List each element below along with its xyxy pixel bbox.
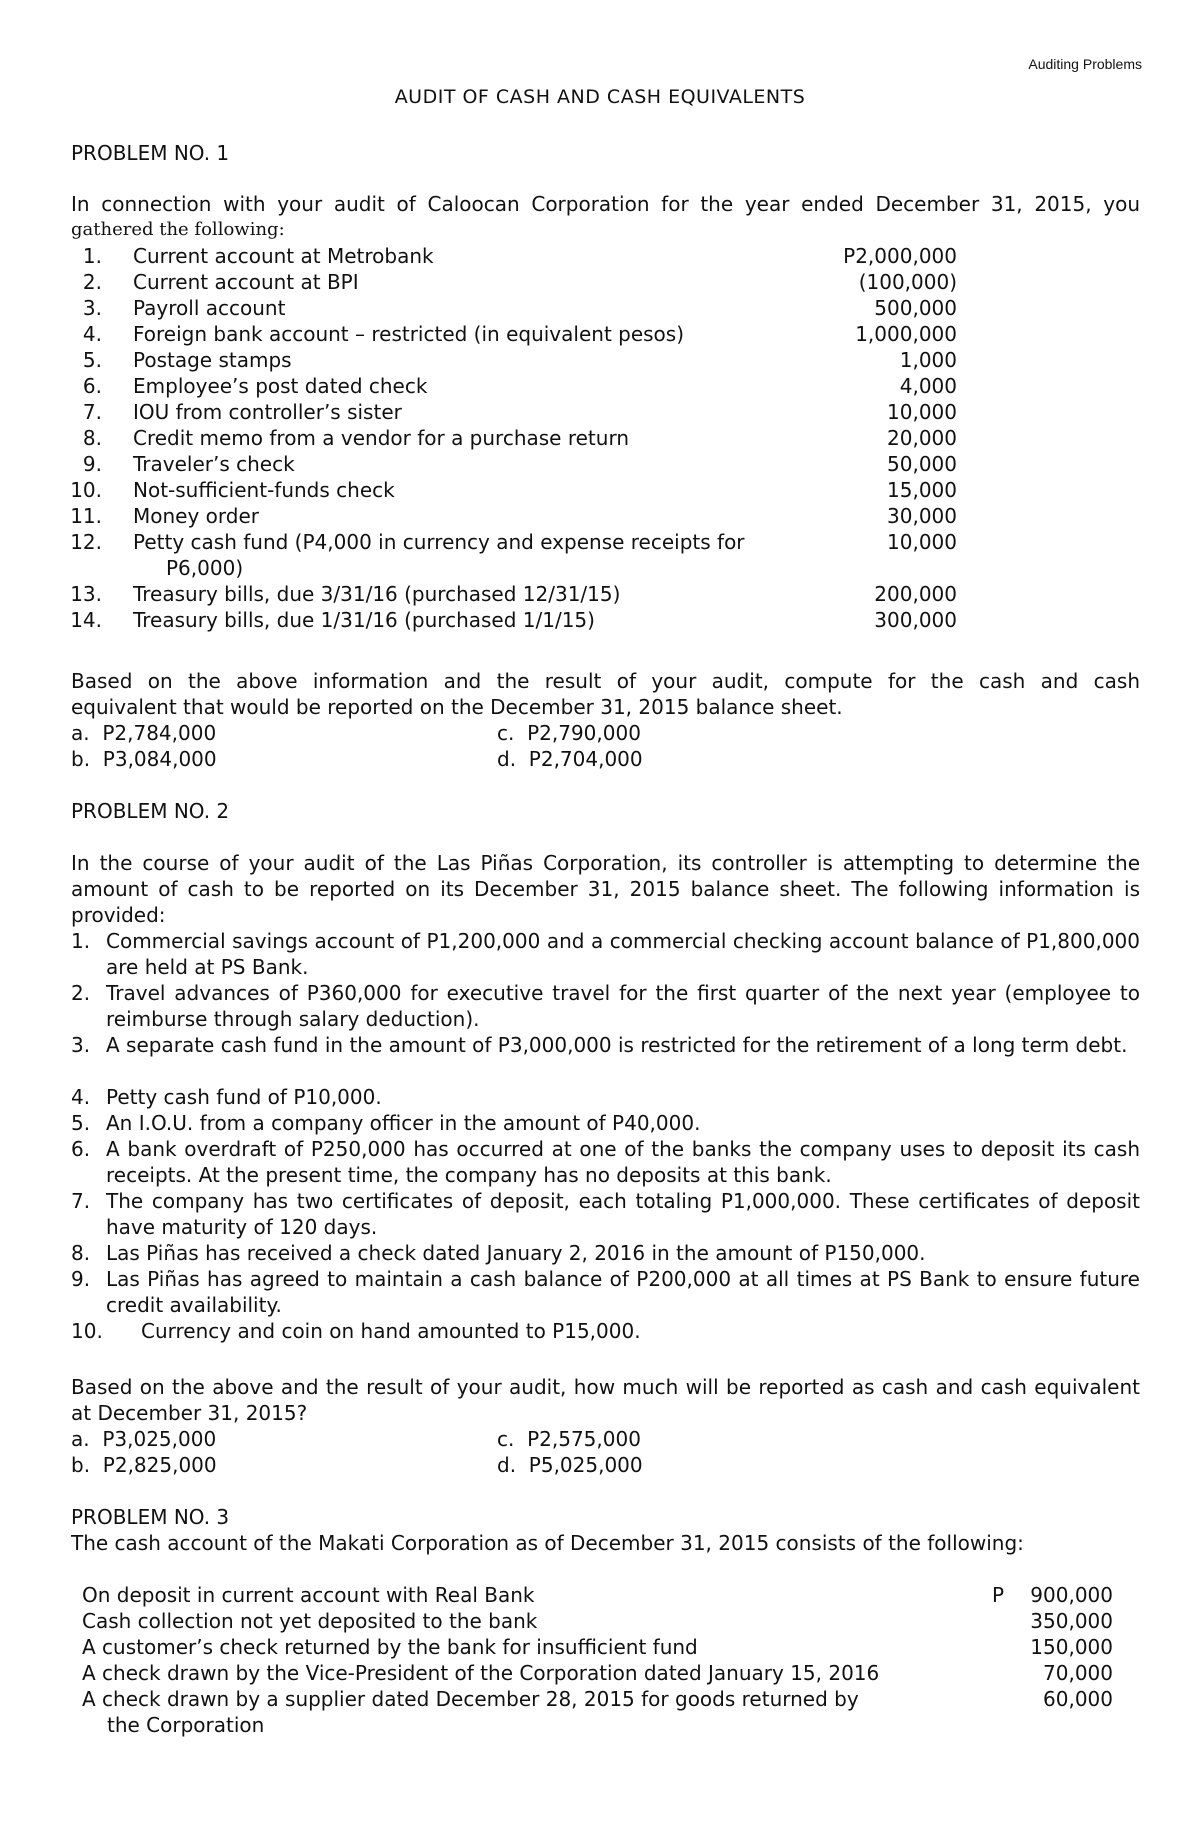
item-label: Payroll account: [133, 296, 286, 320]
item-amount: 15,000: [887, 478, 957, 502]
item-label: Current account at BPI: [133, 270, 359, 294]
item-number: 7.: [71, 1189, 91, 1213]
item-number: 4.: [82, 322, 102, 346]
item-number: 8.: [82, 426, 102, 450]
item-text: A separate cash fund in the amount of P3,000,000 is restricted for the retirement of a long term debt.: [106, 1033, 1128, 1057]
item-amount: 50,000: [887, 452, 957, 476]
choice-value: P2,784,000: [102, 721, 217, 745]
choice-letter: d.: [497, 747, 517, 771]
item-text: Travel advances of P360,000 for executive travel for the first quarter of the next year (employee to reimburse through salary deduction).: [106, 981, 1140, 1031]
item-number: 3.: [82, 296, 102, 320]
item-amount: (100,000): [858, 270, 957, 294]
problem-1-intro-line1: In connection with your audit of Caloocan Corporation for the year ended December 31, 2015, you: [71, 192, 1140, 216]
item-text: Las Piñas has agreed to maintain a cash balance of P200,000 at all times at PS Bank to ensure future credit availability.: [106, 1267, 1140, 1317]
item-text: Currency and coin on hand amounted to P15,000.: [141, 1319, 641, 1343]
item-amount: 10,000: [887, 400, 957, 424]
problem-2-choice-b: [71, 1452, 217, 1478]
cash-item-label: A customer’s check returned by the bank for insufficient fund: [82, 1635, 698, 1659]
list-item: [71, 928, 1140, 980]
choice-value: P5,025,000: [528, 1453, 643, 1477]
item-number: 14.: [70, 608, 102, 632]
item-amount: 1,000: [899, 348, 957, 372]
problem-1-choice-d: [497, 746, 643, 772]
problem-2-question: Based on the above and the result of your audit, how much will be reported as cash and cash equivalent at December 31, 2015?: [71, 1375, 1140, 1425]
item-number: 10.: [70, 478, 102, 502]
cash-item-amount: 60,000: [1043, 1687, 1113, 1711]
item-label: Money order: [133, 504, 259, 528]
item-number: 5.: [82, 348, 102, 372]
choice-letter: a.: [71, 1427, 90, 1451]
choice-letter: b.: [71, 747, 91, 771]
item-number: 7.: [82, 400, 102, 424]
cash-item-label: A check drawn by a supplier dated December 28, 2015 for goods returned by: [82, 1687, 859, 1711]
item-number: 8.: [71, 1241, 91, 1265]
cash-item-amount: 70,000: [1043, 1661, 1113, 1685]
item-number: 13.: [70, 582, 102, 606]
item-number: 3.: [71, 1033, 91, 1057]
problem-2-heading: PROBLEM NO. 2: [71, 799, 230, 823]
item-label: Foreign bank account – restricted (in equivalent pesos): [133, 322, 685, 346]
problem-2-intro: In the course of your audit of the Las Piñas Corporation, its controller is attempting to determine the amount of cash to be reported on its December 31, 2015 balance sheet. The following information is provided:: [71, 851, 1140, 927]
running-header: Auditing Problems: [1028, 56, 1142, 72]
choice-value: P3,025,000: [102, 1427, 217, 1451]
currency-symbol: P: [992, 1583, 1005, 1607]
problem-2-choice-a: [71, 1426, 216, 1452]
cash-item-amount: 900,000: [1030, 1583, 1113, 1607]
item-number: 1.: [71, 929, 91, 953]
item-label: Treasury bills, due 3/31/16 (purchased 12/31/15): [133, 582, 621, 606]
item-label: Postage stamps: [133, 348, 292, 372]
item-label: Current account at Metrobank: [133, 244, 434, 268]
choice-value: P2,790,000: [527, 721, 641, 745]
item-label: Credit memo from a vendor for a purchase return: [133, 426, 629, 450]
item-text: A bank overdraft of P250,000 has occurred at one of the banks the company uses to deposit its cash receipts. At the present time, the company has no deposits at this bank.: [106, 1137, 1140, 1187]
problem-1-choice-c: [497, 720, 641, 746]
item-amount: 4,000: [899, 374, 957, 398]
item-number: 5.: [71, 1111, 91, 1135]
item-text: Las Piñas has received a check dated January 2, 2016 in the amount of P150,000.: [106, 1241, 926, 1265]
problem-1-question-line2: equivalent that would be reported on the December 31, 2015 balance sheet.: [71, 695, 843, 719]
cash-item-label: Cash collection not yet deposited to the bank: [82, 1609, 538, 1633]
list-item: [71, 1240, 1140, 1266]
item-label-continued: P6,000): [166, 556, 244, 580]
list-item: [71, 1136, 1140, 1188]
item-number: 9.: [82, 452, 102, 476]
item-number: 6.: [82, 374, 102, 398]
list-item: [71, 1188, 1140, 1240]
item-amount: 500,000: [874, 296, 957, 320]
list-item: [71, 1318, 1140, 1344]
item-number: 10.: [71, 1319, 103, 1343]
list-item: [71, 980, 1140, 1032]
list-item: [71, 1084, 1140, 1110]
item-label: Employee’s post dated check: [133, 374, 428, 398]
item-text: The company has two certificates of deposit, each totaling P1,000,000. These certificates of deposit have maturity of 120 days.: [106, 1189, 1140, 1239]
item-amount: 1,000,000: [855, 322, 957, 346]
problem-2-choice-d: [497, 1452, 643, 1478]
item-text: Petty cash fund of P10,000.: [106, 1085, 382, 1109]
item-amount: 10,000: [887, 530, 957, 554]
list-item: [71, 1266, 1140, 1318]
choice-value: P2,704,000: [528, 747, 643, 771]
item-amount: 20,000: [887, 426, 957, 450]
problem-1-heading: PROBLEM NO. 1: [71, 141, 230, 165]
choice-letter: a.: [71, 721, 90, 745]
problem-2-choice-c: [497, 1426, 641, 1452]
item-amount: P2,000,000: [843, 244, 957, 268]
choice-value: P2,575,000: [527, 1427, 641, 1451]
choice-letter: c.: [497, 721, 515, 745]
choice-value: P2,825,000: [102, 1453, 217, 1477]
item-amount: 30,000: [887, 504, 957, 528]
list-item: [71, 1110, 1140, 1136]
item-number: 1.: [82, 244, 102, 268]
cash-item-label: A check drawn by the Vice-President of the Corporation dated January 15, 2016: [82, 1661, 880, 1685]
choice-letter: b.: [71, 1453, 91, 1477]
item-label: Petty cash fund (P4,000 in currency and expense receipts for: [133, 530, 745, 554]
item-number: 12.: [70, 530, 102, 554]
cash-item-amount: 150,000: [1030, 1635, 1113, 1659]
item-number: 2.: [82, 270, 102, 294]
choice-letter: d.: [497, 1453, 517, 1477]
cash-item-label: On deposit in current account with Real Bank: [82, 1583, 535, 1607]
problem-3-intro: The cash account of the Makati Corporation as of December 31, 2015 consists of the following:: [71, 1531, 1024, 1555]
item-number: 9.: [71, 1267, 91, 1291]
problem-3-heading: PROBLEM NO. 3: [71, 1505, 230, 1529]
choice-value: P3,084,000: [102, 747, 217, 771]
item-amount: 200,000: [874, 582, 957, 606]
item-number: 2.: [71, 981, 91, 1005]
item-number: 11.: [70, 504, 102, 528]
cash-item-label-continued: the Corporation: [107, 1713, 265, 1737]
item-label: Treasury bills, due 1/31/16 (purchased 1/1/15): [133, 608, 595, 632]
problem-1-choice-a: [71, 720, 216, 746]
item-label: Not-sufficient-funds check: [133, 478, 395, 502]
problem-1-question-line1: Based on the above information and the result of your audit, compute for the cash and cash: [71, 669, 1140, 693]
choice-letter: c.: [497, 1427, 515, 1451]
problem-1-choice-b: [71, 746, 217, 772]
cash-item-amount: 350,000: [1030, 1609, 1113, 1633]
item-number: 4.: [71, 1085, 91, 1109]
document-title: AUDIT OF CASH AND CASH EQUIVALENTS: [394, 86, 806, 108]
item-label: IOU from controller’s sister: [133, 400, 402, 424]
item-number: 6.: [71, 1137, 91, 1161]
item-text: Commercial savings account of P1,200,000 and a commercial checking account balance of P1,800,000 are held at PS Bank.: [106, 929, 1140, 979]
item-label: Traveler’s check: [133, 452, 295, 476]
list-item: [71, 1032, 1140, 1058]
problem-1-intro-line2: gathered the following:: [71, 219, 285, 240]
item-amount: 300,000: [874, 608, 957, 632]
item-text: An I.O.U. from a company officer in the amount of P40,000.: [106, 1111, 701, 1135]
